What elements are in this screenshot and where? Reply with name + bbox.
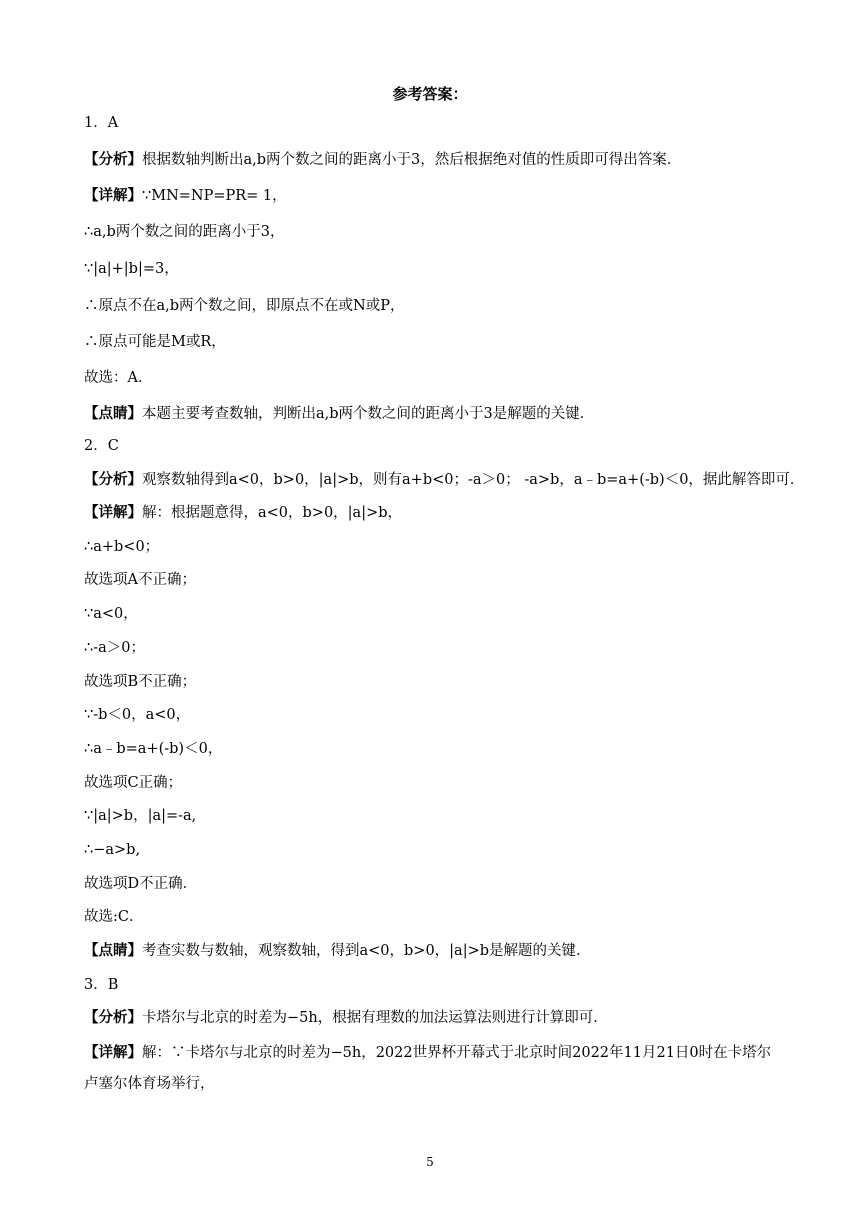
q2-detail-line-8: ∴a﹣b=a+(-b)＜0， bbox=[84, 741, 223, 757]
detail-tag: 【详解】 bbox=[84, 187, 142, 204]
page-number: 5 bbox=[426, 1155, 434, 1169]
q1-detail-line-5: ∴原点可能是M或R， bbox=[84, 334, 226, 350]
q2-detail-line-2: ∴a+b<0； bbox=[84, 539, 160, 555]
q2-answer: 2．C bbox=[84, 438, 119, 454]
q1-comment-text: 本题主要考查数轴，判断出a,b两个数之间的距离小于3是解题的关键． bbox=[142, 406, 595, 422]
q1-analysis bbox=[84, 150, 681, 170]
q1-answer: 1．A bbox=[84, 115, 119, 131]
analysis-tag: 【分析】 bbox=[84, 151, 142, 168]
q1-detail-line-6: 故选：A． bbox=[84, 370, 153, 386]
q3-analysis bbox=[84, 1008, 608, 1028]
analysis-tag: 【分析】 bbox=[84, 471, 142, 488]
page-title: 参考答案： bbox=[392, 85, 468, 103]
q2-analysis bbox=[84, 470, 804, 490]
q2-detail-line-6: 故选项B不正确； bbox=[84, 674, 197, 690]
q2-detail-line-9: 故选项C正确； bbox=[84, 775, 183, 791]
q2-detail-line-11: ∴−a>b, bbox=[84, 842, 141, 858]
q2-comment-text: 考查实数与数轴，观察数轴，得到a<0，b>0，|a|>b是解题的关键． bbox=[142, 943, 591, 959]
analysis-tag: 【分析】 bbox=[84, 1009, 142, 1026]
detail-tag: 【详解】 bbox=[84, 1044, 142, 1061]
q2-detail-line-12: 故选项D不正确． bbox=[84, 876, 198, 892]
q3-detail bbox=[84, 1037, 784, 1100]
q2-detail-line-5: ∴-a＞0； bbox=[84, 640, 145, 656]
comment-tag: 【点睛】 bbox=[84, 405, 142, 422]
q1-detail-line-2: ∴a,b两个数之间的距离小于3， bbox=[84, 224, 285, 240]
detail-tag: 【详解】 bbox=[84, 504, 142, 521]
q3-detail-text: 解：∵卡塔尔与北京的时差为−5h，2022世界杯开幕式于北京时间2022年11月21日0时在卡塔尔卢塞尔体育场举行， bbox=[84, 1045, 772, 1092]
q2-analysis-text: 观察数轴得到a<0，b>0，|a|>b，则有a+b<0；-a＞0； -a>b，a﹣b=a+(-b)＜0，据此解答即可． bbox=[142, 472, 805, 488]
comment-tag: 【点睛】 bbox=[84, 942, 142, 959]
q3-analysis-text: 卡塔尔与北京的时差为−5h，根据有理数的加法运算法则进行计算即可． bbox=[142, 1010, 608, 1026]
q2-detail-line-4: ∵a<0， bbox=[84, 606, 138, 622]
q1-comment bbox=[84, 404, 594, 424]
q2-detail-line-13: 故选:C． bbox=[84, 909, 144, 925]
q1-detail-line-1 bbox=[84, 186, 287, 206]
q2-detail-text-1: 解：根据题意得，a<0，b>0，|a|>b， bbox=[142, 505, 403, 521]
q2-comment bbox=[84, 941, 591, 961]
q1-analysis-text: 根据数轴判断出a,b两个数之间的距离小于3，然后根据绝对值的性质即可得出答案． bbox=[142, 152, 682, 168]
q2-detail-line-3: 故选项A不正确； bbox=[84, 572, 196, 588]
q1-detail-text-1: ∵MN=NP=PR= 1， bbox=[142, 188, 287, 204]
q2-detail-line-1 bbox=[84, 503, 402, 523]
q3-answer: 3．B bbox=[84, 977, 119, 993]
q2-detail-line-10: ∵|a|>b，|a|=-a, bbox=[84, 808, 197, 824]
q1-detail-line-4: ∴原点不在a,b两个数之间，即原点不在或N或P， bbox=[84, 298, 405, 314]
q1-detail-line-3: ∵|a|+|b|=3， bbox=[84, 261, 179, 277]
q2-detail-line-7: ∵-b＜0，a<0， bbox=[84, 707, 191, 723]
